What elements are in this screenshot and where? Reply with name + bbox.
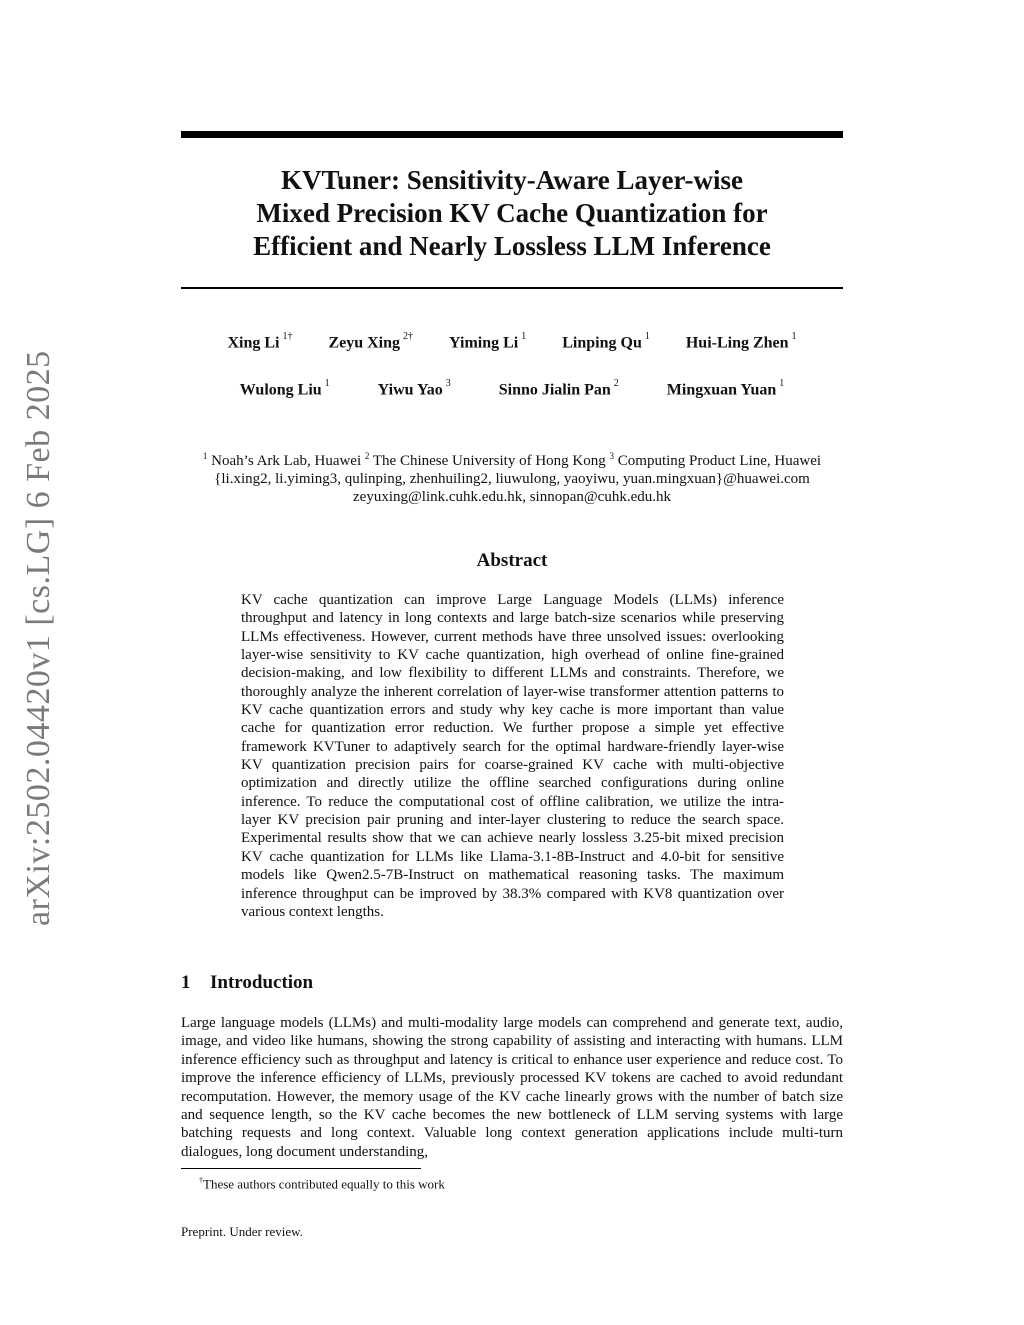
- introduction-text: Large language models (LLMs) and multi-modality large models can comprehend and generate text, audio, image, and video like humans, showing the strong capability of assisting and interacting with humans. LLM inference efficiency such as throughput and latency is critical to enhance user experience and reduce cost. To improve the inference efficiency of LLMs, previously processed KV tokens are cached to avoid redundant recomputation. However, the memory usage of the KV cache linearly grows with the number of batch size and sequence length, so the KV cache becomes the new bottleneck of LLM serving systems with large batching requests and long context. Valuable long context generation applications include multi-turn dialogues, long document understanding,: [181, 1015, 843, 1160]
- affiliation-line: $^1$ Noah’s Ark Lab, Huawei $^2$ The Chinese University of Hong Kong $^3$ Computing Product Line, Huawei: [202, 451, 822, 469]
- authors-row-2: [181, 380, 843, 399]
- title-line-3: Efficient and Nearly Lossless LLM Inference: [253, 231, 771, 261]
- abstract-text: KV cache quantization can improve Large Language Models (LLMs) inference throughput and latency in long contexts and large batch-size scenarios while preserving LLMs effectiveness. However, current methods have three unsolved issues: overlooking layer-wise sensitivity to KV cache quantization, high overhead of online fine-grained decision-making, and low flexibility to different LLMs and constraints. Therefore, we thoroughly analyze the inherent correlation of layer-wise transformer attention patterns to KV cache quantization errors and study why key cache is more important than value cache for quantization error reduction. We further propose a simple yet effective framework KVTuner to adaptively search for the optimal hardware-friendly layer-wise KV quantization precision pairs for coarse-grained KV cache with multi-objective optimization and directly utilize the offline searched configurations during online inference. To reduce the computational cost of offline calibration, we utilize the intra-layer KV precision pair pruning and inter-layer clustering to reduce the search space. Experimental results show that we can achieve nearly lossless 3.25-bit mixed precision KV cache quantization for LLMs like Llama-3.1-8B-Instruct and 4.0-bit for sensitive models like Qwen2.5-7B-Instruct on mathematical reasoning tasks. The maximum inference throughput can be improved by 38.3% compared with KV8 quantization over various context lengths.: [241, 592, 784, 920]
- author: Hui-Ling Zhen $^1$: [685, 331, 797, 352]
- title-line-2: Mixed Precision KV Cache Quantization for: [256, 198, 768, 228]
- arxiv-stamp: arXiv:2502.04420v1 [cs.LG] 6 Feb 2025: [20, 350, 57, 926]
- author: Yiwu Yao $^3$: [377, 378, 451, 399]
- paper-title: [181, 164, 843, 263]
- author: Mingxuan Yuan $^1$: [666, 378, 785, 399]
- title-rule-top: [181, 131, 843, 138]
- title-line-1: KVTuner: Sensitivity-Aware Layer-wise: [281, 165, 743, 195]
- author: Xing Li $^{1\dagger}$: [227, 331, 293, 352]
- authors-row-1: [181, 333, 843, 352]
- author: Wulong Liu $^1$: [239, 378, 330, 399]
- title-rule-bottom: [181, 287, 843, 289]
- section-heading-introduction: 1 Introduction: [181, 972, 314, 993]
- author: Sinno Jialin Pan $^2$: [498, 378, 619, 399]
- preprint-footer: Preprint. Under review.: [181, 1224, 303, 1239]
- footnote: †These authors contributed equally to this work: [199, 1176, 445, 1192]
- author: Linping Qu $^1$: [562, 331, 650, 352]
- author: Zeyu Xing $^{2\dagger}$: [328, 331, 414, 352]
- footnote-rule: [181, 1168, 421, 1169]
- email-line-huawei: {li.xing2, li.yiming3, qulinping, zhenhuiling2, liuwulong, yaoyiwu, yuan.mingxuan}@huawei.com: [214, 471, 810, 487]
- email-line-cuhk: zeyuxing@link.cuhk.edu.hk, sinnopan@cuhk.edu.hk: [353, 489, 671, 505]
- abstract-heading: Abstract: [476, 550, 548, 571]
- affiliations: [150, 447, 874, 506]
- author: Yiming Li $^1$: [449, 331, 527, 352]
